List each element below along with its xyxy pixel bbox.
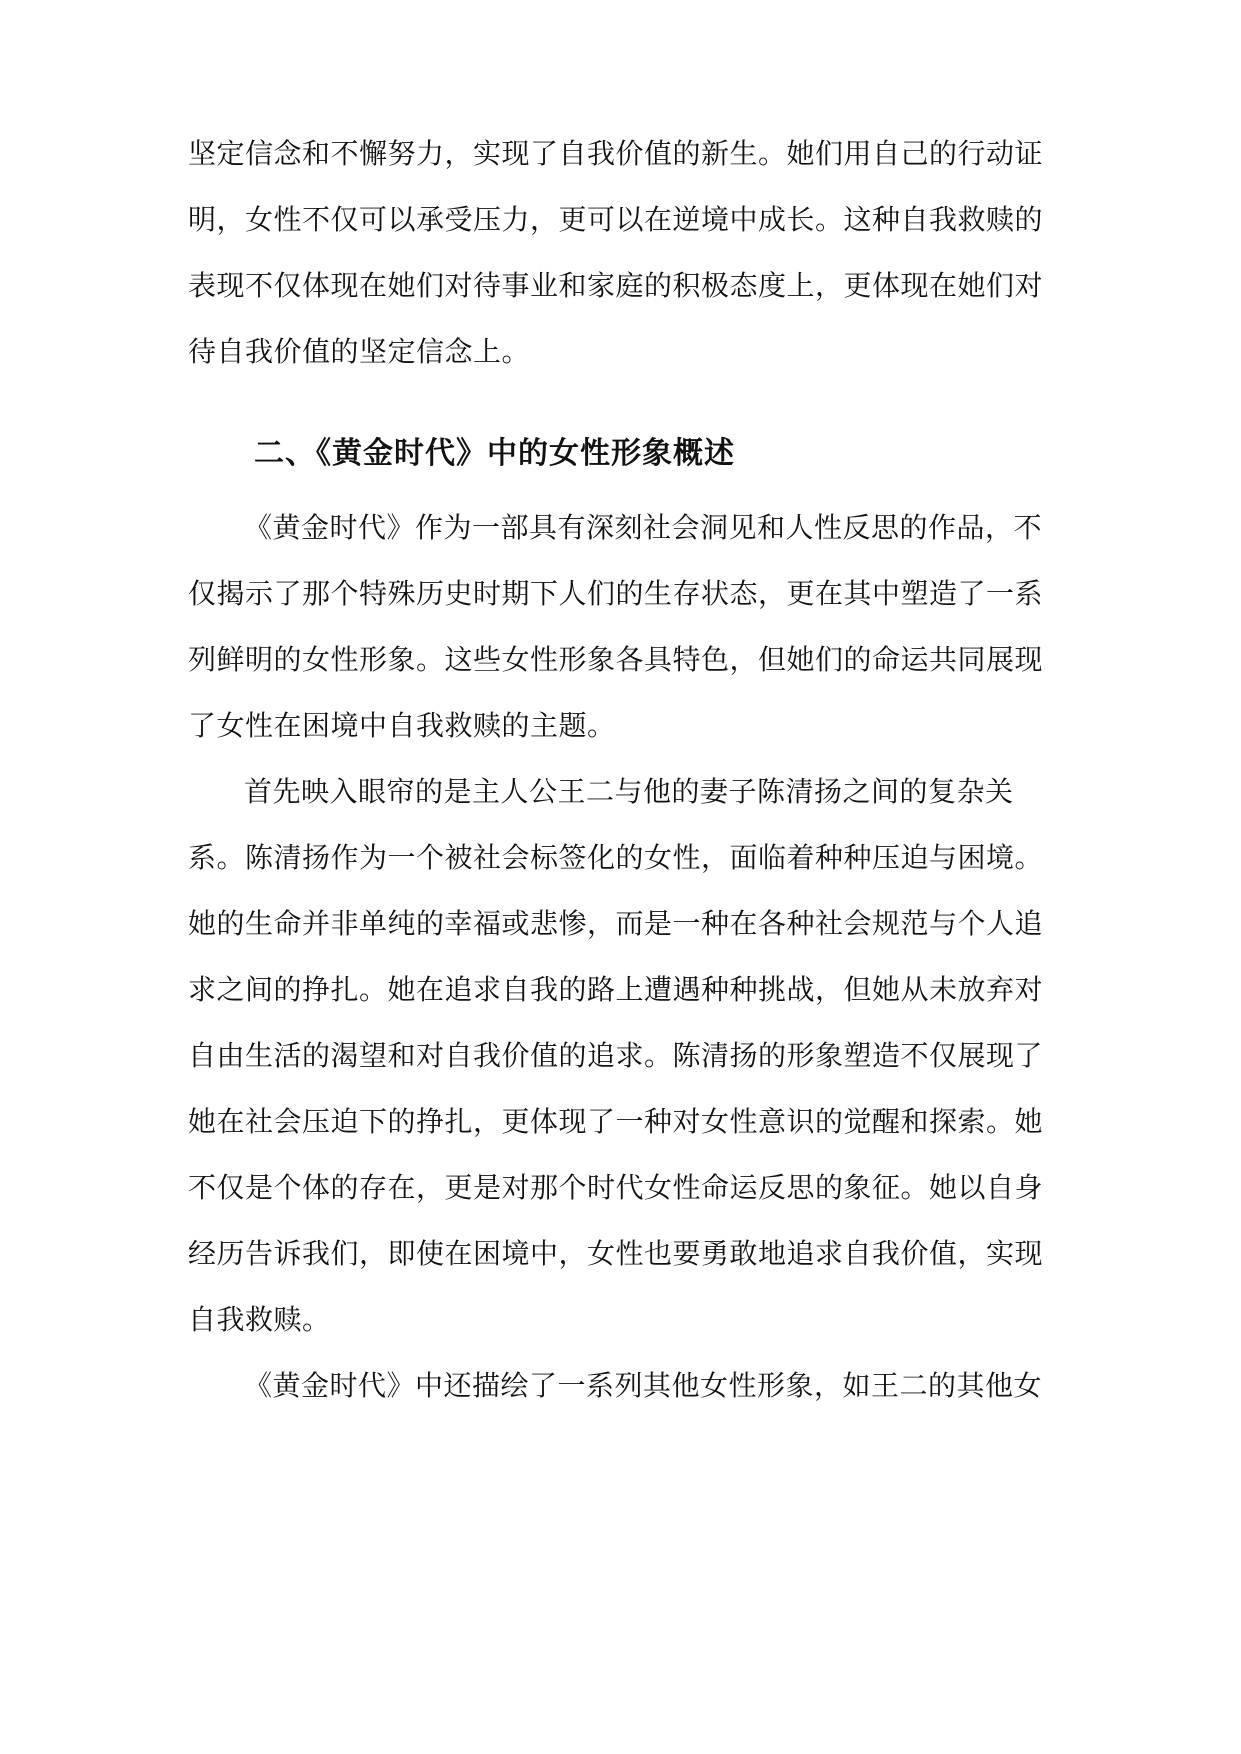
paragraph-1-line-1: 坚定信念和不懈努力，实现了自我价值的新生。她们用自己的行动证 <box>188 137 1044 170</box>
paragraph-3-line-2: 系。陈清扬作为一个被社会标签化的女性，面临着种种压迫与困境。 <box>188 841 1044 874</box>
section-heading: 二、《黄金时代》中的女性形象概述 <box>254 436 735 471</box>
paragraph-3-line-6: 她在社会压迫下的挣扎，更体现了一种对女性意识的觉醒和探索。她 <box>188 1105 1044 1138</box>
paragraph-1-line-2: 明，女性不仅可以承受压力，更可以在逆境中成长。这种自我救赎的 <box>188 203 1044 236</box>
paragraph-3-line-9: 自我救赎。 <box>188 1303 331 1336</box>
paragraph-2-line-3: 列鲜明的女性形象。这些女性形象各具特色，但她们的命运共同展现 <box>188 643 1044 676</box>
paragraph-4-line-1: 《黄金时代》中还描绘了一系列其他女性形象，如王二的其他女 <box>244 1369 1043 1402</box>
paragraph-3-line-1: 首先映入眼帘的是主人公王二与他的妻子陈清扬之间的复杂关 <box>244 775 1014 808</box>
paragraph-2-line-2: 仅揭示了那个特殊历史时期下人们的生存状态，更在其中塑造了一系 <box>188 577 1044 610</box>
paragraph-2-line-1: 《黄金时代》作为一部具有深刻社会洞见和人性反思的作品，不 <box>244 511 1043 544</box>
paragraph-3-line-4: 求之间的挣扎。她在追求自我的路上遭遇种种挑战，但她从未放弃对 <box>188 973 1044 1006</box>
paragraph-3-line-7: 不仅是个体的存在，更是对那个时代女性命运反思的象征。她以自身 <box>188 1171 1044 1204</box>
paragraph-3-line-8: 经历告诉我们，即使在困境中，女性也要勇敢地追求自我价值，实现 <box>188 1237 1044 1270</box>
paragraph-3-line-3: 她的生命并非单纯的幸福或悲惨，而是一种在各种社会规范与个人追 <box>188 907 1044 940</box>
paragraph-2-line-4: 了女性在困境中自我救赎的主题。 <box>188 709 616 742</box>
paragraph-1-line-3: 表现不仅体现在她们对待事业和家庭的积极态度上，更体现在她们对 <box>188 269 1044 302</box>
paragraph-1-line-4: 待自我价值的坚定信念上。 <box>188 335 531 368</box>
paragraph-3-line-5: 自由生活的渴望和对自我价值的追求。陈清扬的形象塑造不仅展现了 <box>188 1039 1044 1072</box>
